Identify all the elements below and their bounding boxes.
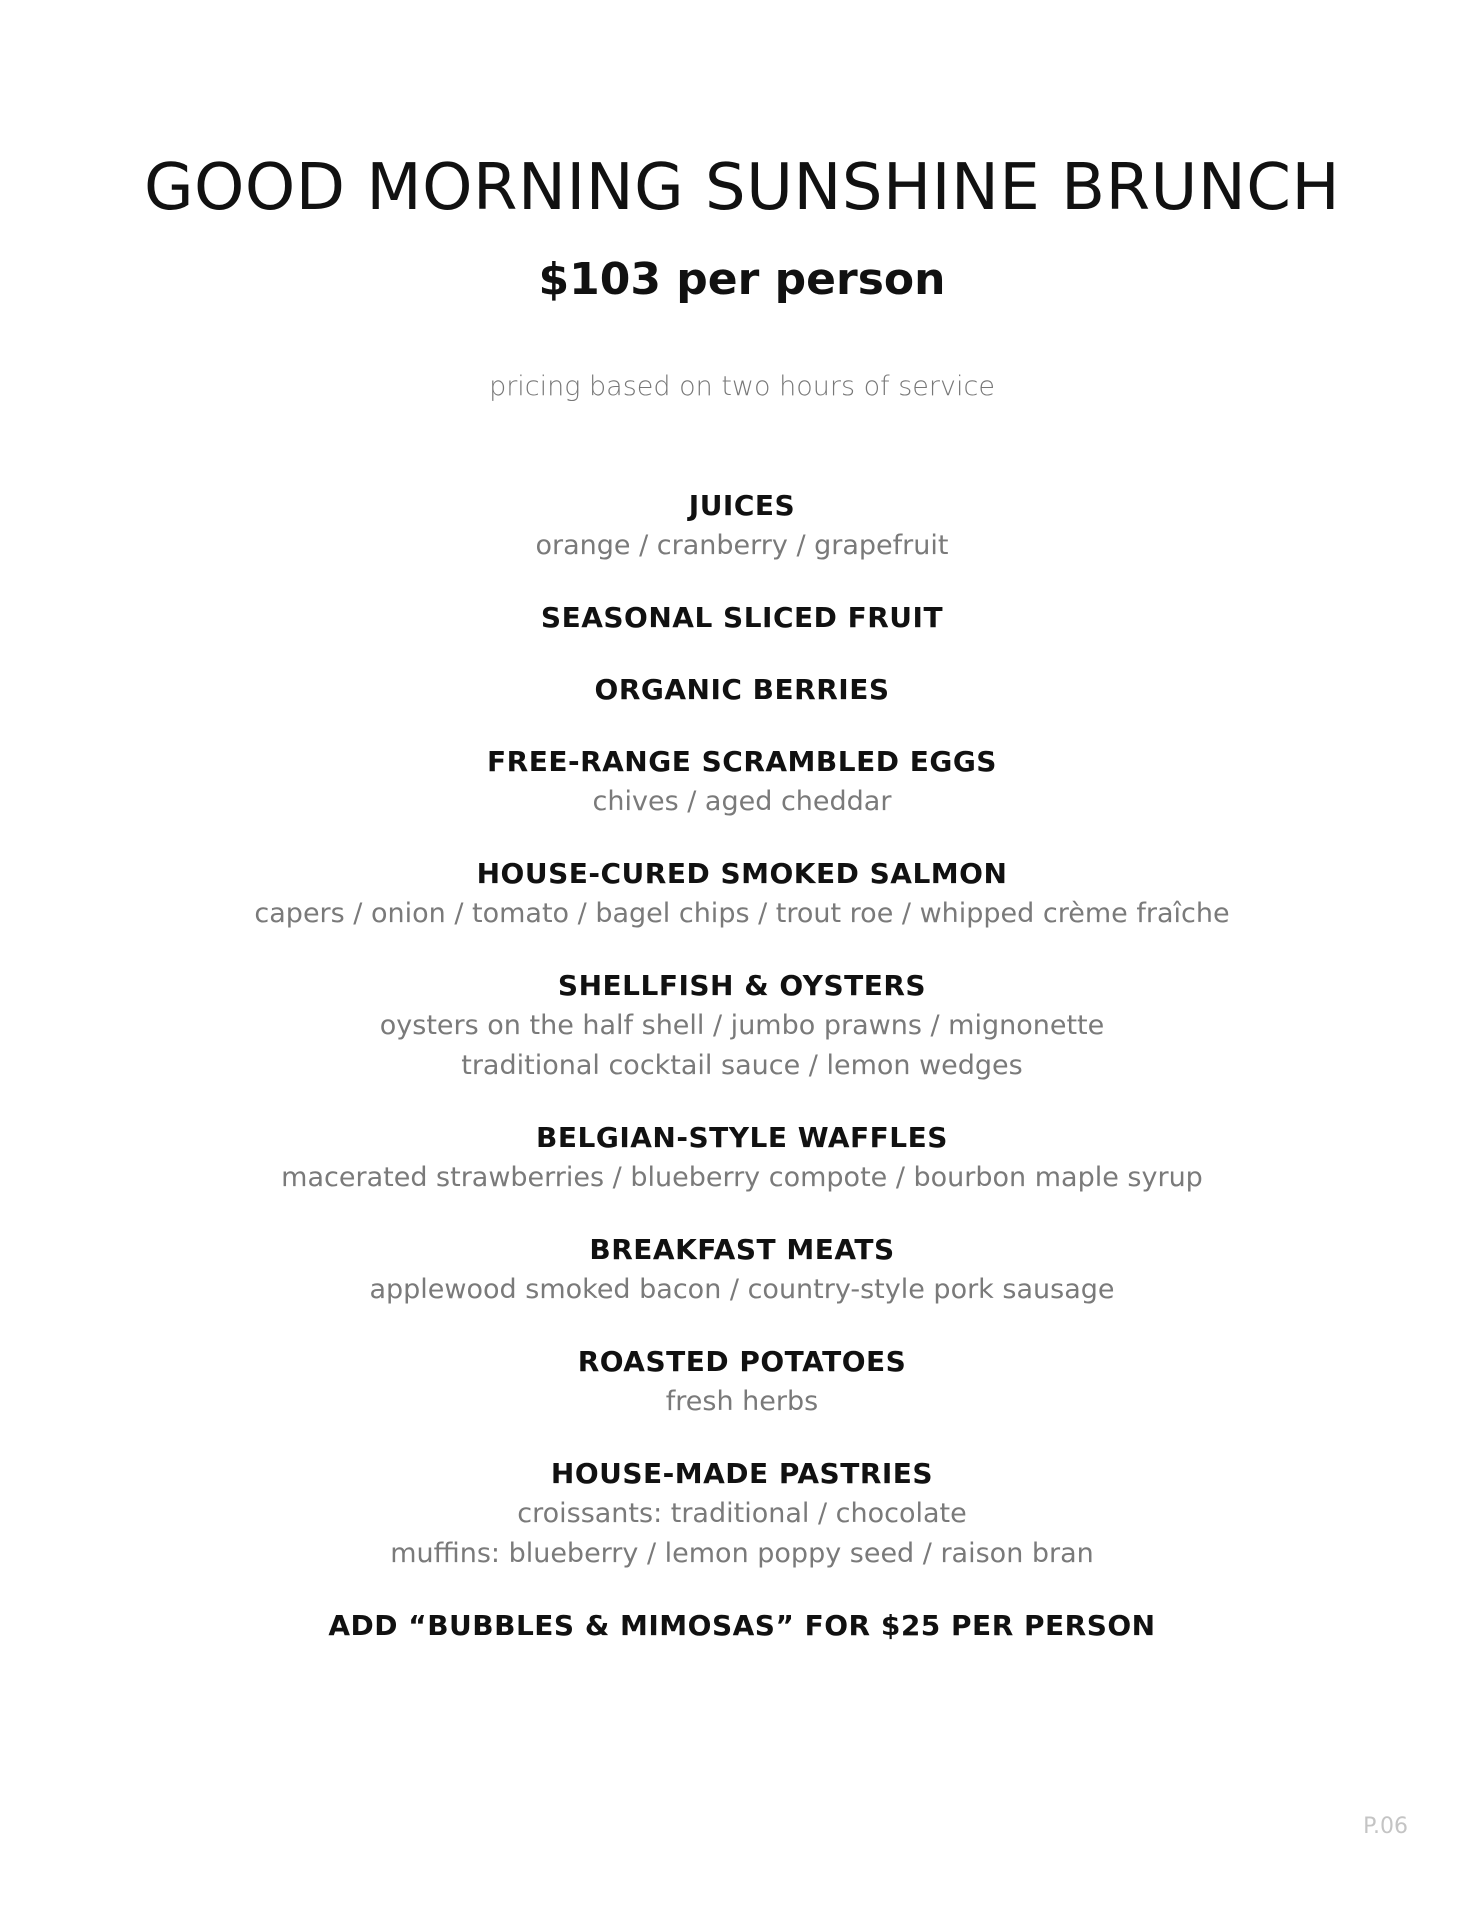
section-description: oysters on the half shell / jumbo prawns / mignonette [379,1010,1105,1041]
section-description: traditional cocktail sauce / lemon wedges [461,1050,1023,1081]
section-description: orange / cranberry / grapefruit [535,530,949,561]
section-title: FREE-RANGE SCRAMBLED EGGS [487,745,997,778]
menu-section-juices [0,486,1484,566]
section-title: HOUSE-MADE PASTRIES [550,1457,934,1490]
menu-list [0,486,1484,1646]
menu-section-shellfish-oysters [0,966,1484,1086]
menu-section-waffles [0,1118,1484,1198]
menu-section-scrambled-eggs [0,742,1484,822]
page-number: P.06 [1363,1814,1408,1839]
pricing-note: pricing based on two hours of service [489,371,995,402]
menu-section-pastries [0,1454,1484,1574]
section-description: muffins: blueberry / lemon poppy seed / raison bran [390,1538,1094,1569]
addon-offer: ADD “BUBBLES & MIMOSAS” FOR $25 PER PERSON [328,1609,1156,1642]
section-description: fresh herbs [665,1386,819,1417]
section-title: JUICES [688,489,796,522]
section-title: ORGANIC BERRIES [594,673,890,706]
menu-section-seasonal-fruit [0,598,1484,638]
section-title: BELGIAN-STYLE WAFFLES [536,1121,948,1154]
page-title: GOOD MORNING SUNSHINE BRUNCH [143,151,1341,225]
section-title: HOUSE-CURED SMOKED SALMON [476,857,1008,890]
section-title: SEASONAL SLICED FRUIT [540,601,944,634]
section-title: ROASTED POTATOES [577,1345,907,1378]
section-description: applewood smoked bacon / country-style pork sausage [369,1274,1115,1305]
price-per-person: $103 per person [538,254,946,305]
section-title: SHELLFISH & OYSTERS [557,969,927,1002]
section-description: capers / onion / tomato / bagel chips / trout roe / whipped crème fraîche [254,898,1230,929]
menu-section-roasted-potatoes [0,1342,1484,1422]
section-description: croissants: traditional / chocolate [517,1498,967,1529]
section-description: chives / aged cheddar [592,786,892,817]
section-description: macerated strawberries / blueberry compote / bourbon maple syrup [281,1162,1203,1193]
section-title: BREAKFAST MEATS [589,1233,895,1266]
menu-section-organic-berries [0,670,1484,710]
menu-section-breakfast-meats [0,1230,1484,1310]
menu-section-smoked-salmon [0,854,1484,934]
